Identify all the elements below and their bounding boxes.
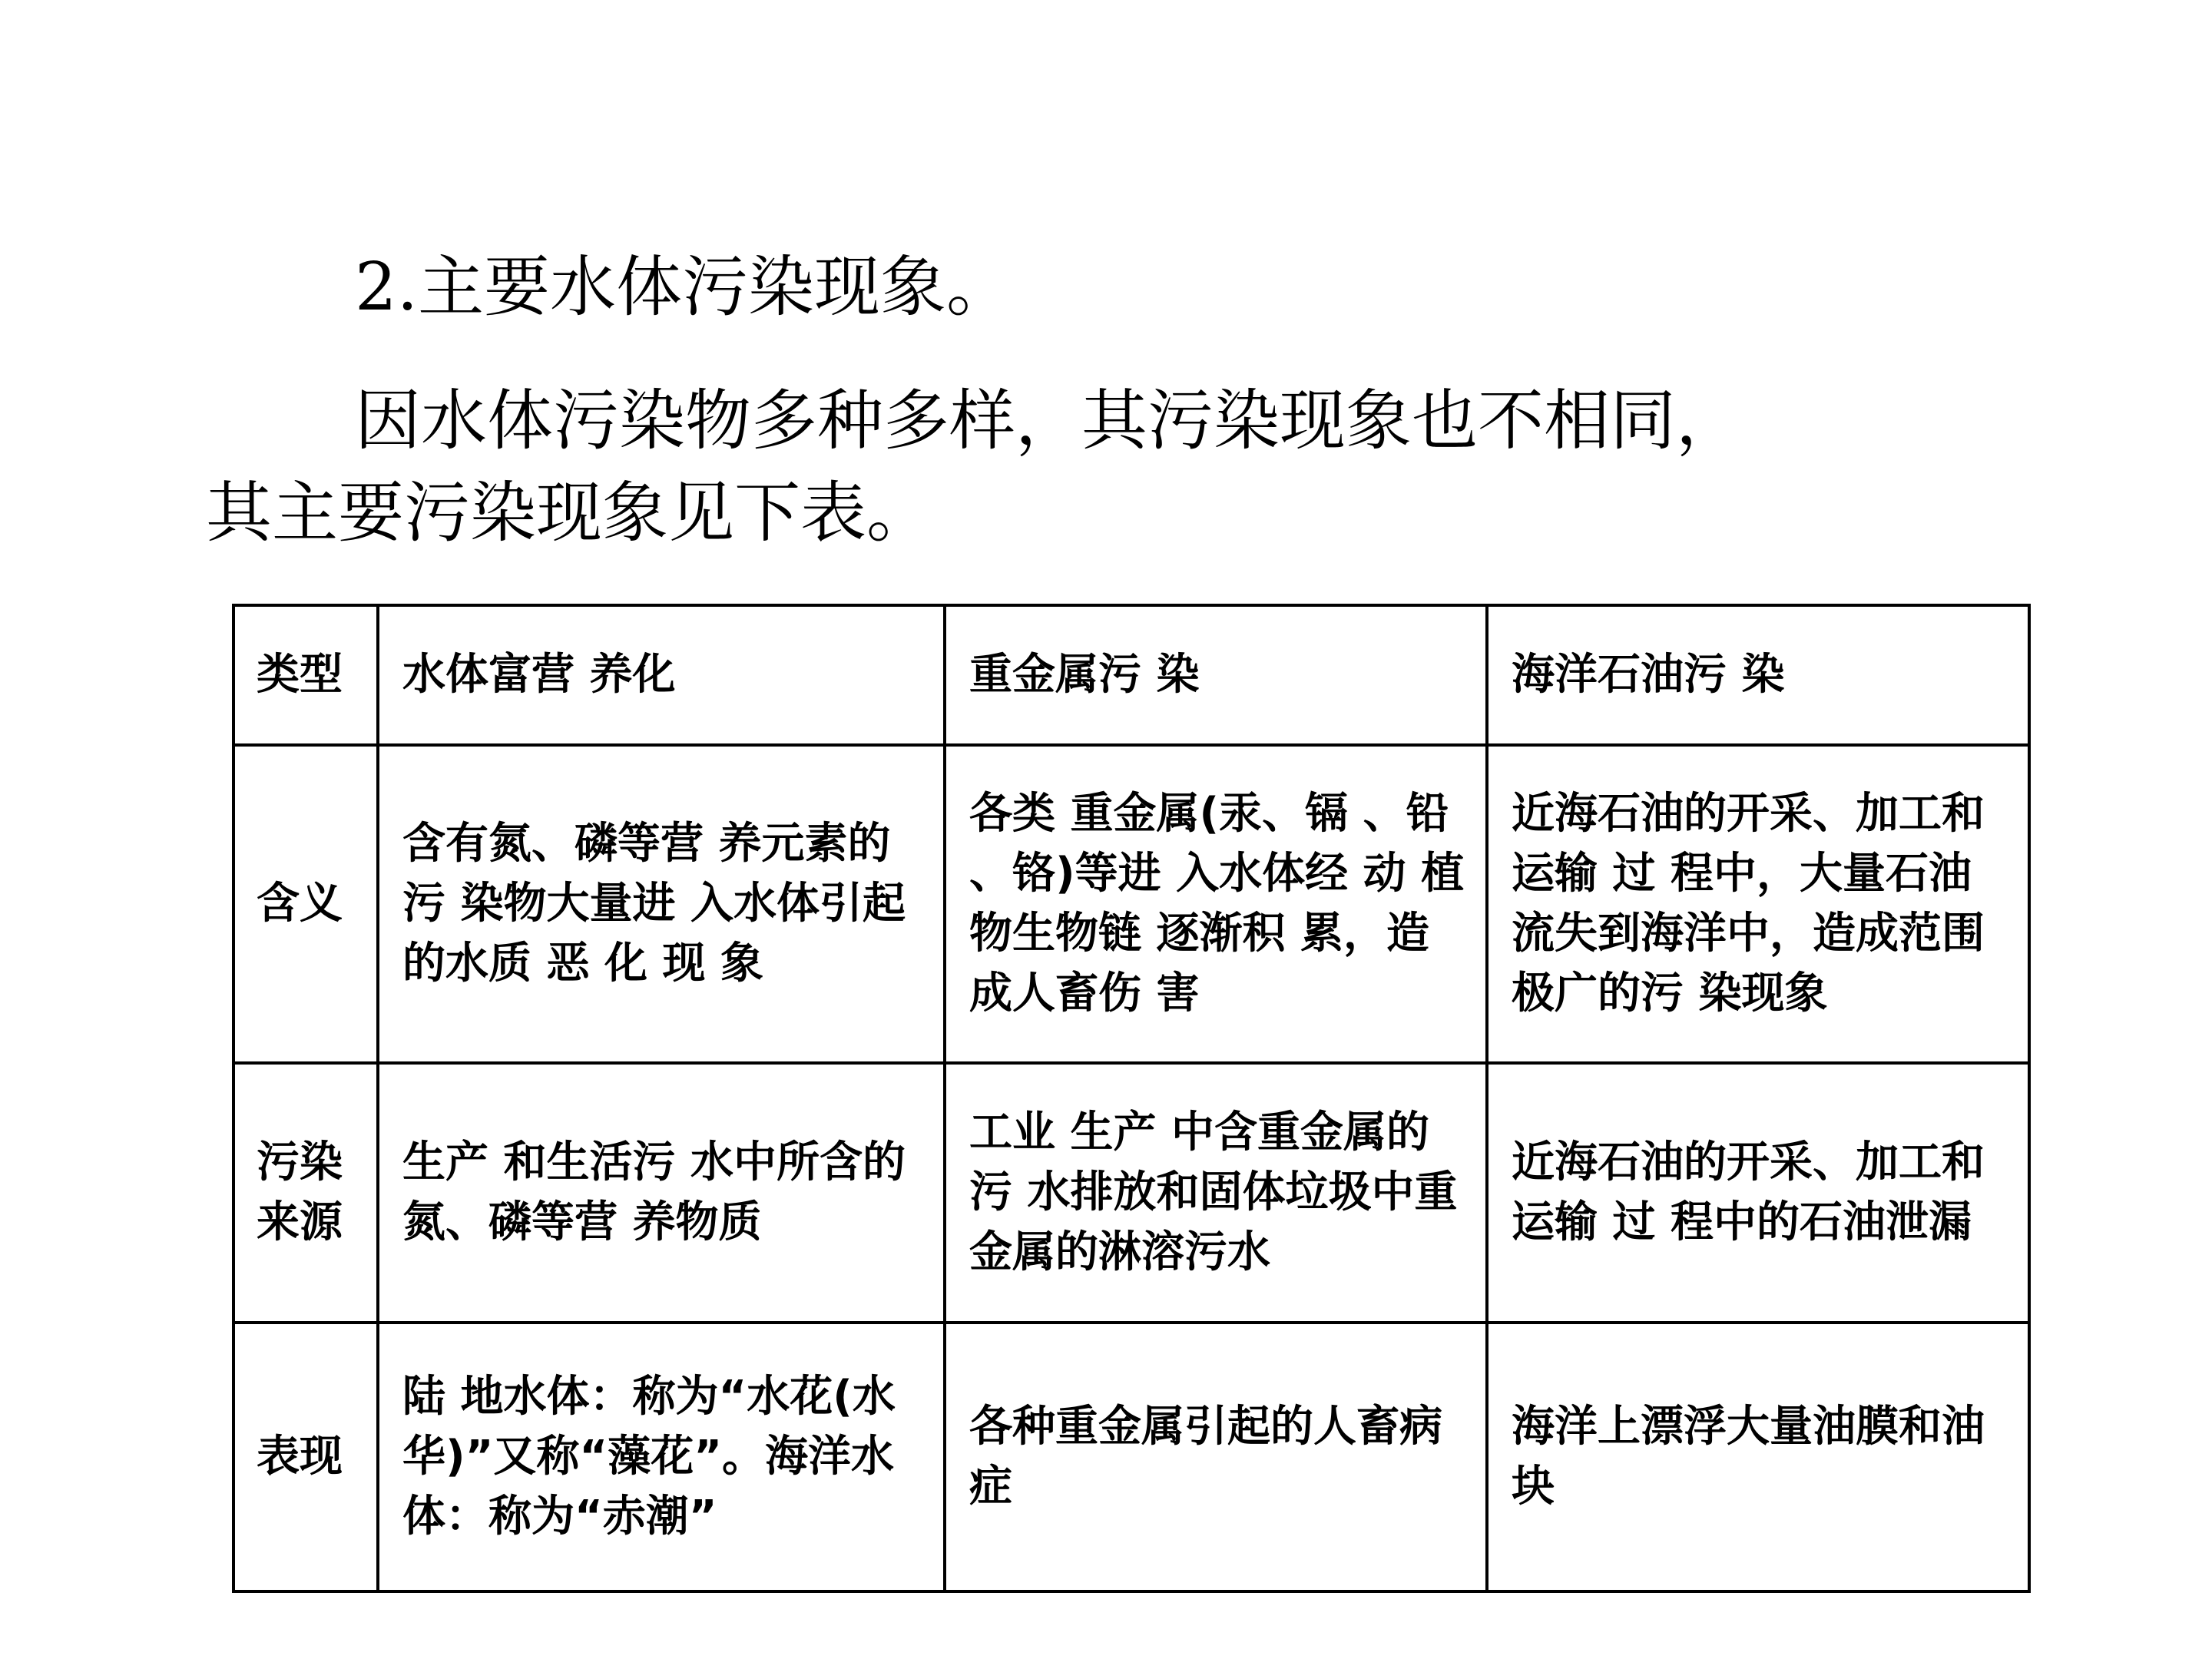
table-cell: 生产 和生活污 水中所含的氮、磷等营 养物质 [378,1063,945,1323]
intro-paragraph [206,375,1942,559]
column-header-eutrophication: 水体富营 养化 [378,605,945,745]
pollution-table [232,604,2031,1593]
section-heading: 2.主要水体污染现象。 [355,249,1013,326]
table-cell: 各类 重金属(汞、镉 、铅 、铬)等进 入水体经 动 植物生物链 逐渐积 累，造成人畜伤 害 [945,745,1487,1063]
column-header-oil-pollution: 海洋石油污 染 [1487,605,2029,745]
table-row-manifestation [233,1323,2029,1591]
table-cell: 陆 地水体：称为“水花(水华)”又称“藻花”。海洋水体：称为“赤潮” [378,1323,945,1591]
table-cell: 近海石油的开采、加工和运输 过 程中，大量石油流失到海洋中，造成范围 极广的污 染现象 [1487,745,2029,1063]
table-cell: 各种重金属引起的人畜病症 [945,1323,1487,1591]
table-cell: 海洋上漂浮大量油膜和油块 [1487,1323,2029,1591]
intro-line-2: 其主要污染现象见下表。 [206,475,932,551]
row-label-manifestation: 表现 [233,1323,378,1591]
table-cell: 工业 生产 中含重金属的污 水排放和固体垃圾中重金属的淋溶污水 [945,1063,1487,1323]
column-header-heavy-metal: 重金属污 染 [945,605,1487,745]
row-label-source: 污染来源 [233,1063,378,1323]
row-label-meaning: 含义 [233,745,378,1063]
table-row-meaning [233,745,2029,1063]
row-label-type: 类型 [233,605,378,745]
table-cell: 含有氮、磷等营 养元素的污 染物大量进 入水体引起的水质 恶 化 现 象 [378,745,945,1063]
table-cell: 近海石油的开采、加工和运输 过 程中的石油泄漏 [1487,1063,2029,1323]
table-row-source [233,1063,2029,1323]
table-header-row [233,605,2029,745]
intro-line-1: 因水体污染物多种多样，其污染现象也不相同， [355,382,1742,459]
